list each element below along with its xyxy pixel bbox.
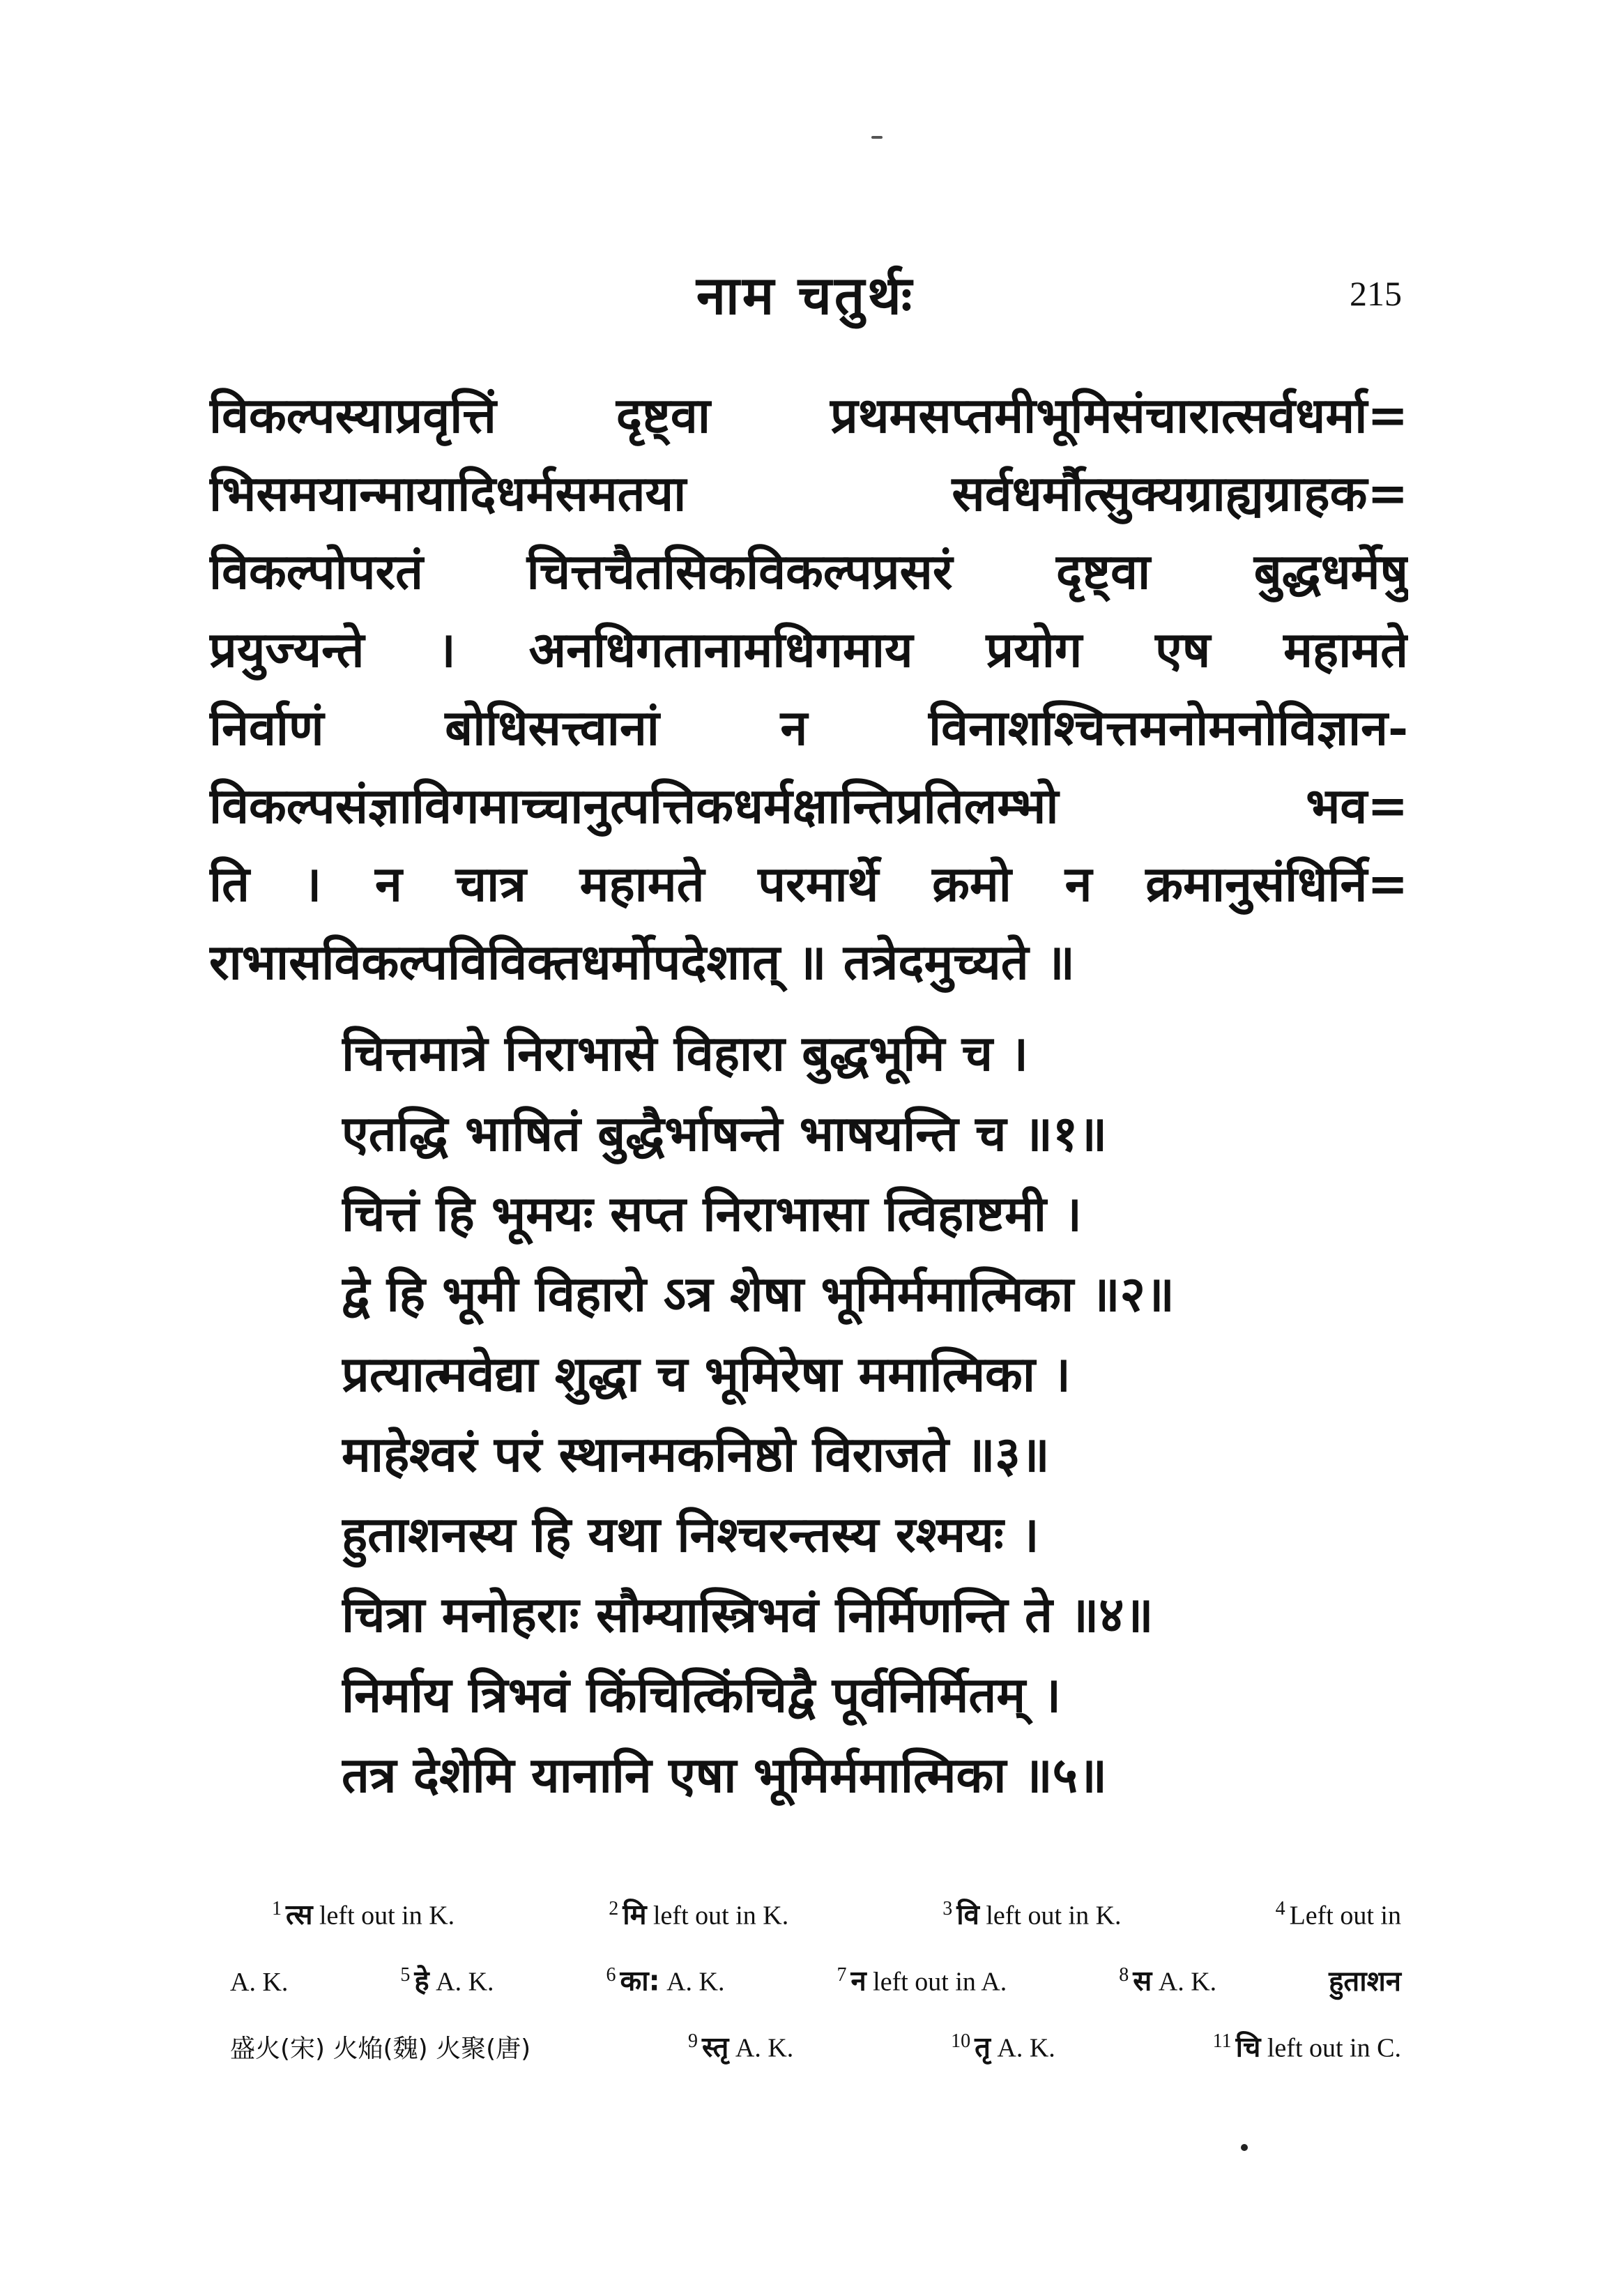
footnote: 盛火(宋) 火焔(魏) 火聚(唐) — [230, 2034, 531, 2063]
footnote: $^6$ का: A. K. — [606, 1964, 725, 1998]
footnote: $^3$ वि left out in K. — [942, 1898, 1122, 1931]
verse-line: द्वे हि भूमी विहारो ऽत्र शेषा भूमिर्ममात्मिका ॥२॥ — [342, 1265, 1175, 1323]
footnote-row — [230, 1942, 1401, 2008]
prose-line: विकल्पोपरतं चित्तचैतसिकविकल्पप्रसरं दृष्ट्वा बुद्धधर्मेषु — [209, 542, 1408, 600]
footnote: हुताशन — [1329, 1965, 1401, 1998]
verse-line: निर्माय त्रिभवं किंचित्किंचिद्वै पूर्वनिर्मितम् । — [342, 1666, 1061, 1724]
prose-block — [209, 377, 1408, 1001]
verse-line: चित्तमात्रे निराभासे विहारा बुद्धभूमि च । — [342, 1024, 1029, 1082]
prose-line: ति । न चात्र महामते परमार्थे क्रमो न क्रमानुसंधिर्नि= — [209, 855, 1408, 913]
verse-line: चित्रा मनोहराः सौम्यास्त्रिभवं निर्मिणन्ति ते ॥४॥ — [342, 1586, 1154, 1643]
footnote: $^{11}$ चि left out in C. — [1212, 2030, 1401, 2064]
prose-line: भिसमयान्मायादिधर्मसमतया सर्वधर्मौत्सुक्यग्राह्यग्राहक= — [209, 464, 1408, 522]
prose-line: विकल्पस्याप्रवृत्तिं दृष्ट्वा प्रथमसप्तमीभूमिसंचारात्सर्वधर्मा= — [209, 386, 1408, 444]
footnote: $^9$ स्तृ A. K. — [688, 2030, 794, 2064]
prose-line: विकल्पसंज्ञाविगमाच्चानुत्पत्तिकधर्मक्षान्तिप्रतिलम्भो भव= — [209, 777, 1408, 835]
ink-speck — [1241, 2144, 1248, 2151]
verse-line: चित्तं हि भूमयः सप्त निराभासा त्विहाष्टमी । — [342, 1185, 1082, 1242]
footnotes — [230, 1876, 1401, 2074]
verse-line: माहेश्वरं परं स्थानमकनिष्ठो विराजते ॥३॥ — [342, 1425, 1050, 1483]
verse-line: एतद्धि भाषितं बुद्धैर्भाषन्ते भाषयन्ति च ॥१॥ — [342, 1104, 1108, 1162]
prose-line: प्रयुज्यन्ते । अनधिगतानामधिगमाय प्रयोग एष महामते — [209, 621, 1408, 678]
verse-line: हुताशनस्य हि यथा निश्चरन्तस्य रश्मयः । — [342, 1505, 1039, 1563]
footnote: $^1$ त्स left out in K. — [272, 1898, 455, 1931]
footnote-row — [230, 2008, 1401, 2074]
footnote: $^{10}$ तृ A. K. — [951, 2030, 1055, 2064]
ink-speck — [871, 136, 883, 139]
footnote: $^2$ मि left out in K. — [609, 1898, 789, 1931]
verse-line: तत्र देशेमि यानानि एषा भूमिर्ममात्मिका ॥५॥ — [342, 1746, 1107, 1804]
footnote: $^4$ Left out in — [1275, 1898, 1401, 1931]
verse-line: प्रत्यात्मवेद्या शुद्धा च भूमिरेषा ममात्मिका । — [342, 1345, 1071, 1403]
page-title: नाम चतुर्थः — [696, 264, 915, 326]
prose-line: निर्वाणं बोधिसत्त्वानां न विनाशश्चित्तमनोमनोविज्ञान- — [209, 699, 1408, 757]
footnote: A. K. — [230, 1967, 289, 1997]
footnote-row — [230, 1876, 1401, 1942]
footnote: $^8$ स A. K. — [1119, 1964, 1217, 1998]
verse-block — [342, 1013, 1429, 1815]
footnote: $^5$ हे A. K. — [400, 1964, 494, 1998]
footnote: $^7$ न left out in A. — [837, 1964, 1007, 1998]
page-number: 215 — [1350, 274, 1402, 313]
prose-line: राभासविकल्पविविक्तधर्मोपदेशात् ॥ तत्रेदमुच्यते ॥ — [209, 933, 1075, 991]
